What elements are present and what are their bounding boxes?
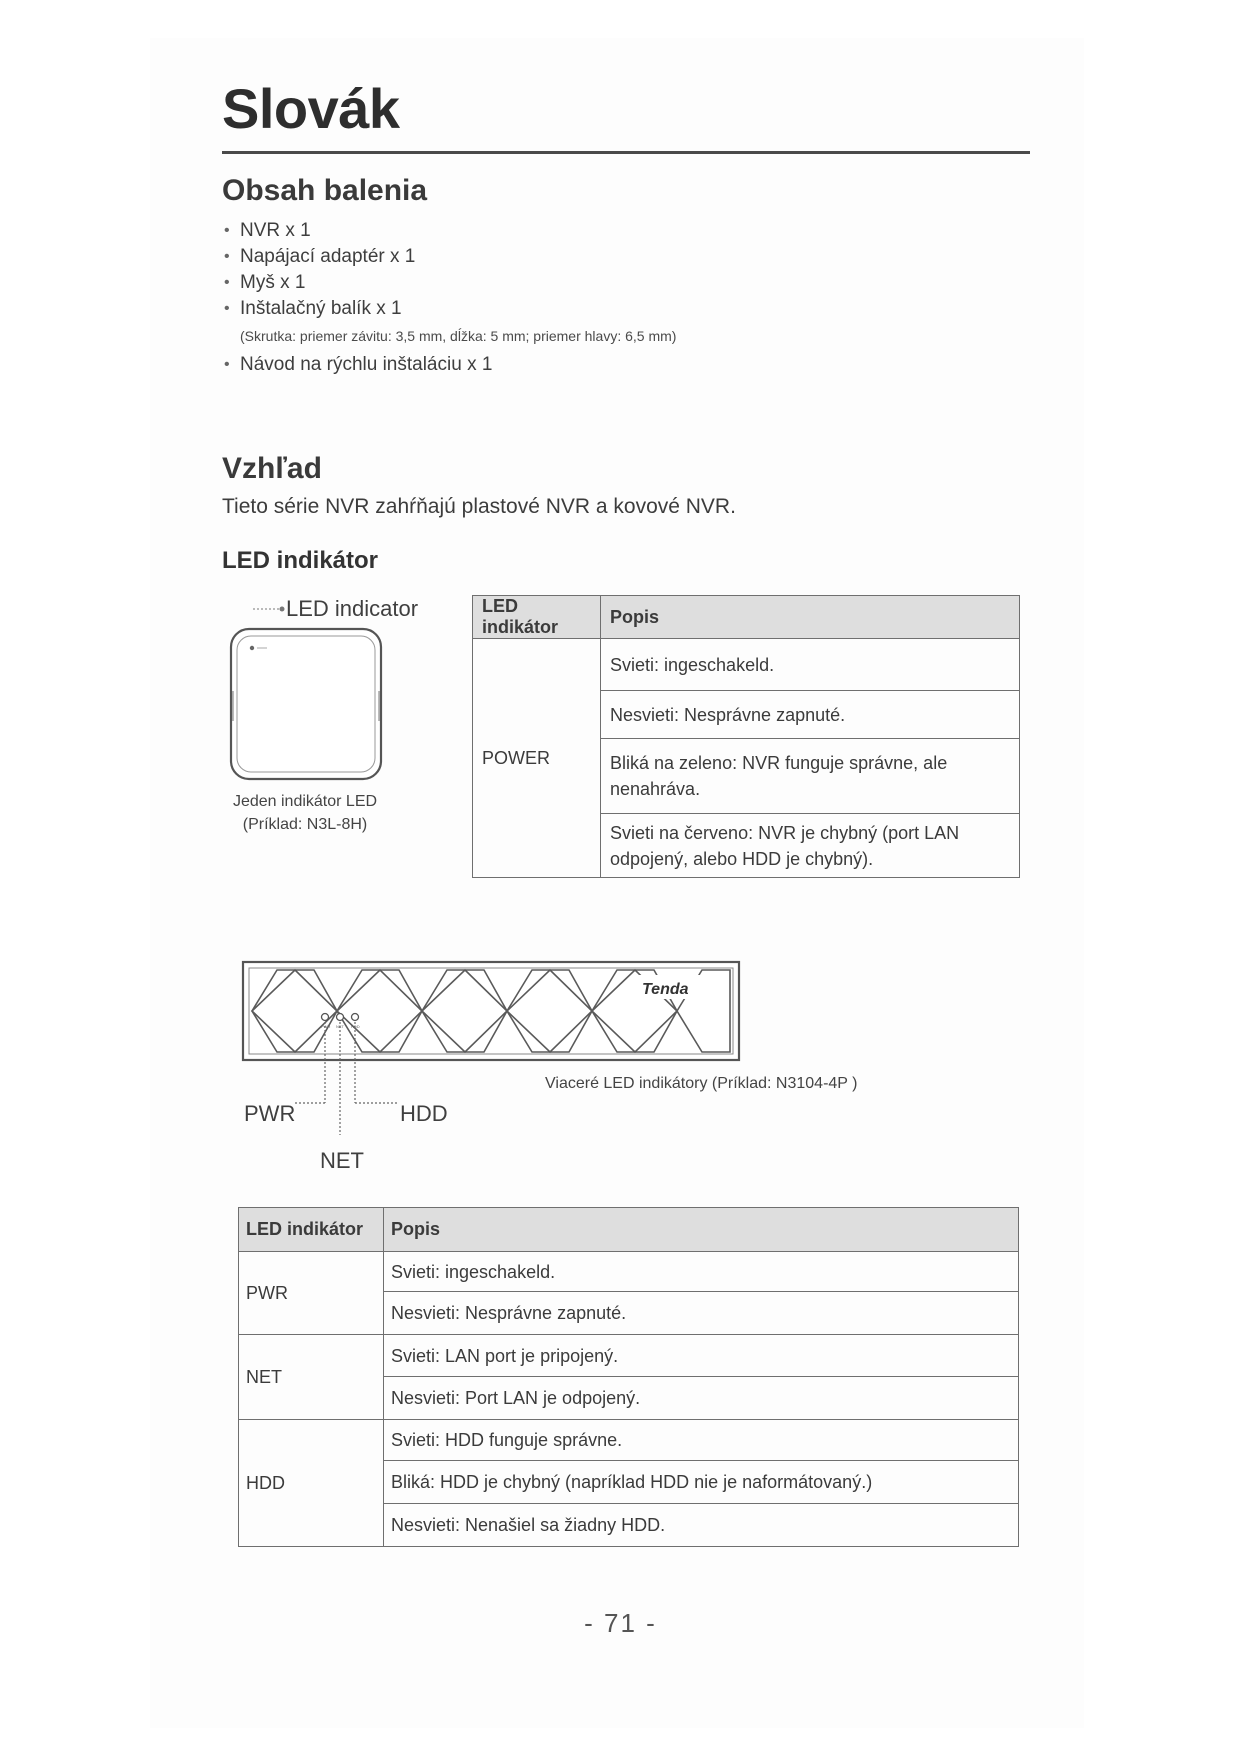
bullet-icon: •: [224, 222, 230, 239]
led-indicator-callout: LED indicator: [286, 596, 419, 621]
bullet-icon: •: [224, 300, 230, 317]
table-cell: Nesvieti: Nenašiel sa žiadny HDD.: [384, 1504, 1019, 1547]
pwr-callout: PWR: [244, 1101, 296, 1126]
hdd-led-icon: [352, 1014, 359, 1021]
list-item: • Návod na rýchlu inštaláciu x 1: [222, 352, 1022, 378]
package-heading: Obsah balenia: [222, 174, 428, 207]
net-tiny-label: NET: [336, 1024, 344, 1029]
table-cell: Svieti: ingeschakeld.: [601, 639, 1020, 691]
list-item: • Myš x 1: [222, 270, 1022, 296]
bullet-icon: •: [224, 356, 230, 373]
figure1-caption: Jeden indikátor LED (Príklad: N3L-8H): [232, 793, 378, 833]
table-header-cell: LED indikátor: [473, 596, 601, 639]
table-header-row: [239, 1208, 1019, 1252]
multi-led-table: [238, 1207, 1019, 1547]
table-header-row: [473, 596, 1020, 639]
table-row: [239, 1335, 1019, 1377]
title-divider: [222, 151, 1030, 154]
table-cell: Svieti: HDD funguje správne.: [384, 1420, 1019, 1461]
table-cell: Nesvieti: Nesprávne zapnuté.: [601, 691, 1020, 739]
list-item: • Napájací adaptér x 1: [222, 244, 1022, 270]
appearance-heading: Vzhľad: [222, 452, 322, 485]
net-led-icon: [337, 1014, 344, 1021]
page-number: - 71 -: [584, 1608, 657, 1638]
table-cell: Nesvieti: Port LAN je odpojený.: [384, 1377, 1019, 1420]
screw-note: (Skrutka: priemer závitu: 3,5 mm, dĺžka: 5 mm; priemer hlavy: 6,5 mm): [240, 328, 677, 344]
nvr-single-led-illustration: [225, 596, 395, 786]
table-row: [239, 1252, 1019, 1292]
table-header-cell: LED indikátor: [239, 1208, 384, 1252]
table-row: [473, 639, 1020, 691]
pwr-tiny-label: PWR: [321, 1024, 331, 1029]
table-cell-indicator: HDD: [239, 1420, 384, 1547]
appearance-intro: Tieto série NVR zahŕňajú plastové NVR a kovové NVR.: [222, 495, 736, 518]
bullet-icon: •: [224, 274, 230, 291]
pwr-led-icon: [322, 1014, 329, 1021]
table-row: [239, 1420, 1019, 1461]
power-led-table: [472, 595, 1020, 878]
table-cell-indicator: PWR: [239, 1252, 384, 1335]
nvr-multi-led-illustration: [240, 955, 745, 1165]
page-title: Slovák: [222, 77, 400, 140]
table-header-cell: Popis: [601, 596, 1020, 639]
figure2-caption: Viaceré LED indikátory (Príklad: N3104-4P ): [545, 1075, 858, 1092]
table-cell: Svieti: ingeschakeld.: [384, 1252, 1019, 1292]
table-cell: Svieti: LAN port je pripojený.: [384, 1335, 1019, 1377]
list-item: • Inštalačný balík x 1: [222, 296, 1022, 322]
table-cell: Bliká: HDD je chybný (napríklad HDD nie je naformátovaný.): [384, 1461, 1019, 1504]
table-cell: Bliká na zeleno: NVR funguje správne, ale nenahráva.: [601, 739, 1020, 814]
hdd-callout: HDD: [400, 1101, 448, 1126]
package-list: [222, 218, 1022, 378]
bullet-icon: •: [224, 248, 230, 265]
hdd-tiny-label: HDD: [351, 1024, 360, 1029]
table-header-cell: Popis: [384, 1208, 1019, 1252]
led-heading: LED indikátor: [222, 547, 379, 574]
list-item: • NVR x 1: [222, 218, 1022, 244]
table-cell-indicator: NET: [239, 1335, 384, 1420]
table-cell: Nesvieti: Nesprávne zapnuté.: [384, 1292, 1019, 1335]
brand-logo: Tenda: [642, 981, 689, 998]
net-callout: NET: [320, 1148, 364, 1173]
table-cell-indicator: POWER: [473, 639, 601, 878]
table-cell: Svieti na červeno: NVR je chybný (port LAN odpojený, alebo HDD je chybný).: [601, 814, 1020, 878]
